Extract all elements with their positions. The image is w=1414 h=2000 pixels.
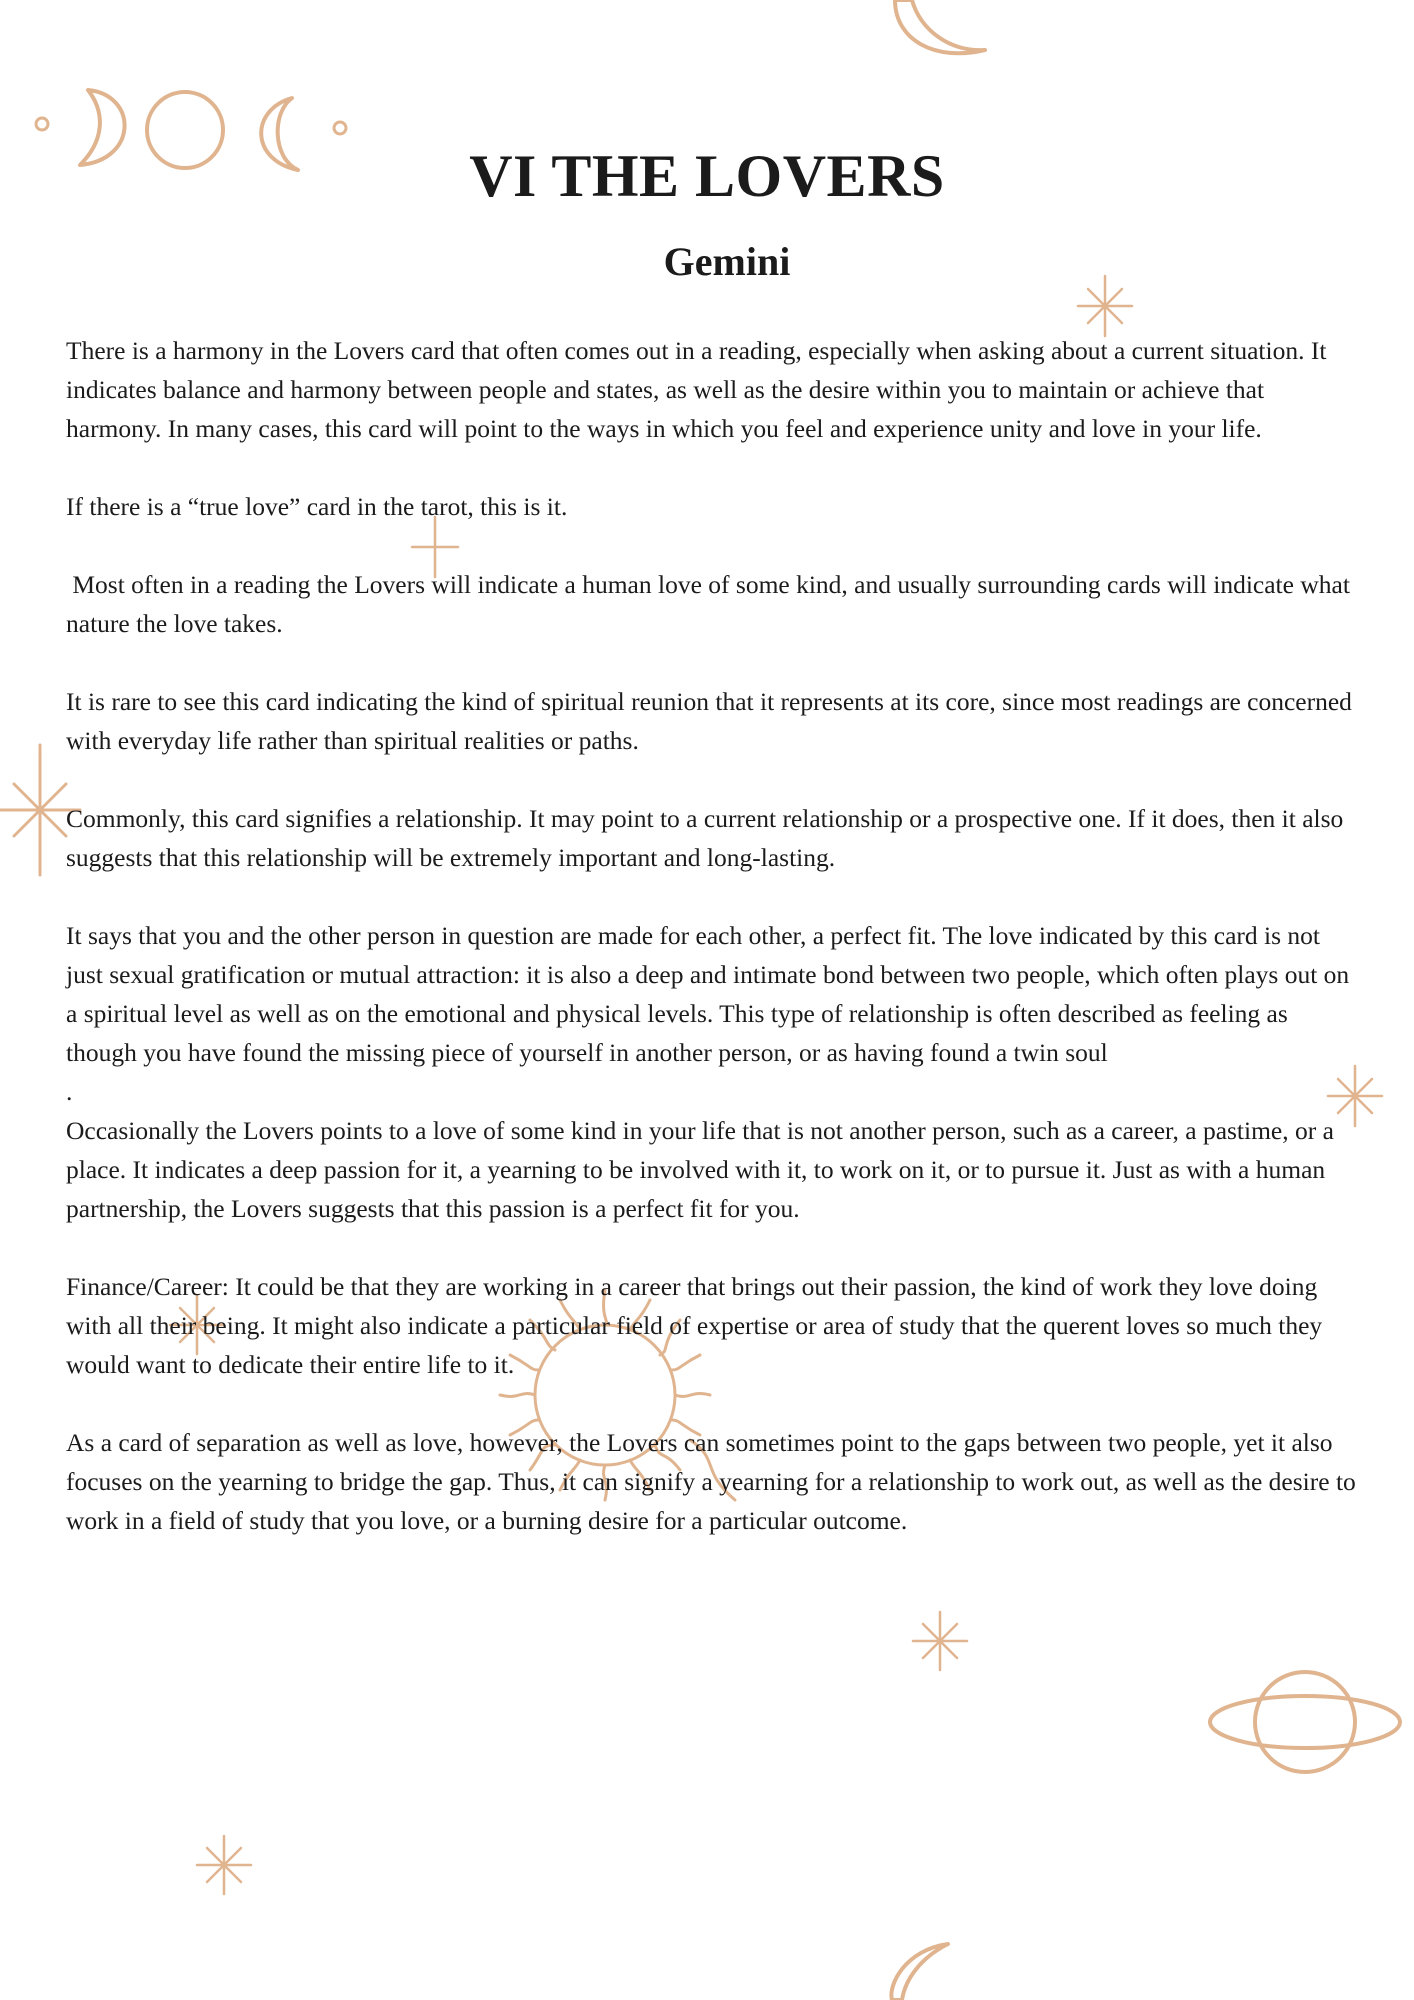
paragraph: It says that you and the other person in question are made for each other, a perfect fit. The love indicated by this card is not just sexual gratification or mutual attraction: it is also a deep and intimate bond between two people, which often plays out on a spiritual level as well as on the emotional and physical levels. This type of relationship is often described as feeling as though you have found the missing piece of yourself in another person, or as having found a twin soul xyxy=(66,921,1350,1067)
body-text xyxy=(66,331,1356,1579)
paragraph: Most often in a reading the Lovers will indicate a human love of some kind, and usually surrounding cards will indicate what nature the love takes. xyxy=(66,570,1357,638)
paragraph-period: . xyxy=(66,1077,73,1106)
paragraph: Commonly, this card signifies a relationship. It may point to a current relationship or a prospective one. If it does, then it also suggests that this relationship will be extremely important and long-lasting. xyxy=(66,804,1344,872)
paragraph: There is a harmony in the Lovers card that often comes out in a reading, especially when asking about a current situation. It indicates balance and harmony between people and states, as well as the desire within you to maintain or achieve that harmony. In many cases, this card will point to the ways in which you feel and experience unity and love in your life. xyxy=(66,336,1327,443)
paragraph: Occasionally the Lovers points to a love of some kind in your life that is not another person, such as a career, a pastime, or a place. It indicates a deep passion for it, a yearning to be involved with it, to work on it, or to pursue it. Just as with a human partnership, the Lovers suggests that this passion is a perfect fit for you. xyxy=(66,1116,1334,1223)
paragraph: Finance/Career: It could be that they are working in a career that brings out their passion, the kind of work they love doing with all their being. It might also indicate a particular field of expertise or area of study that the querent loves so much they would want to dedicate their entire life to it. xyxy=(66,1272,1323,1379)
page-title: VI THE LOVERS xyxy=(469,143,945,209)
paragraph: As a card of separation as well as love, however, the Lovers can sometimes point to the gaps between two people, yet it also focuses on the yearning to bridge the gap. Thus, it can signify a yearning for a relationship to work out, as well as the desire to work in a field of study that you love, or a burning desire for a particular outcome. xyxy=(66,1428,1356,1535)
paragraph: It is rare to see this card indicating the kind of spiritual reunion that it represents at its core, since most readings are concerned with everyday life rather than spiritual realities or paths. xyxy=(66,687,1352,755)
paragraph: If there is a “true love” card in the tarot, this is it. xyxy=(66,492,568,521)
page-subtitle: Gemini xyxy=(663,239,791,284)
